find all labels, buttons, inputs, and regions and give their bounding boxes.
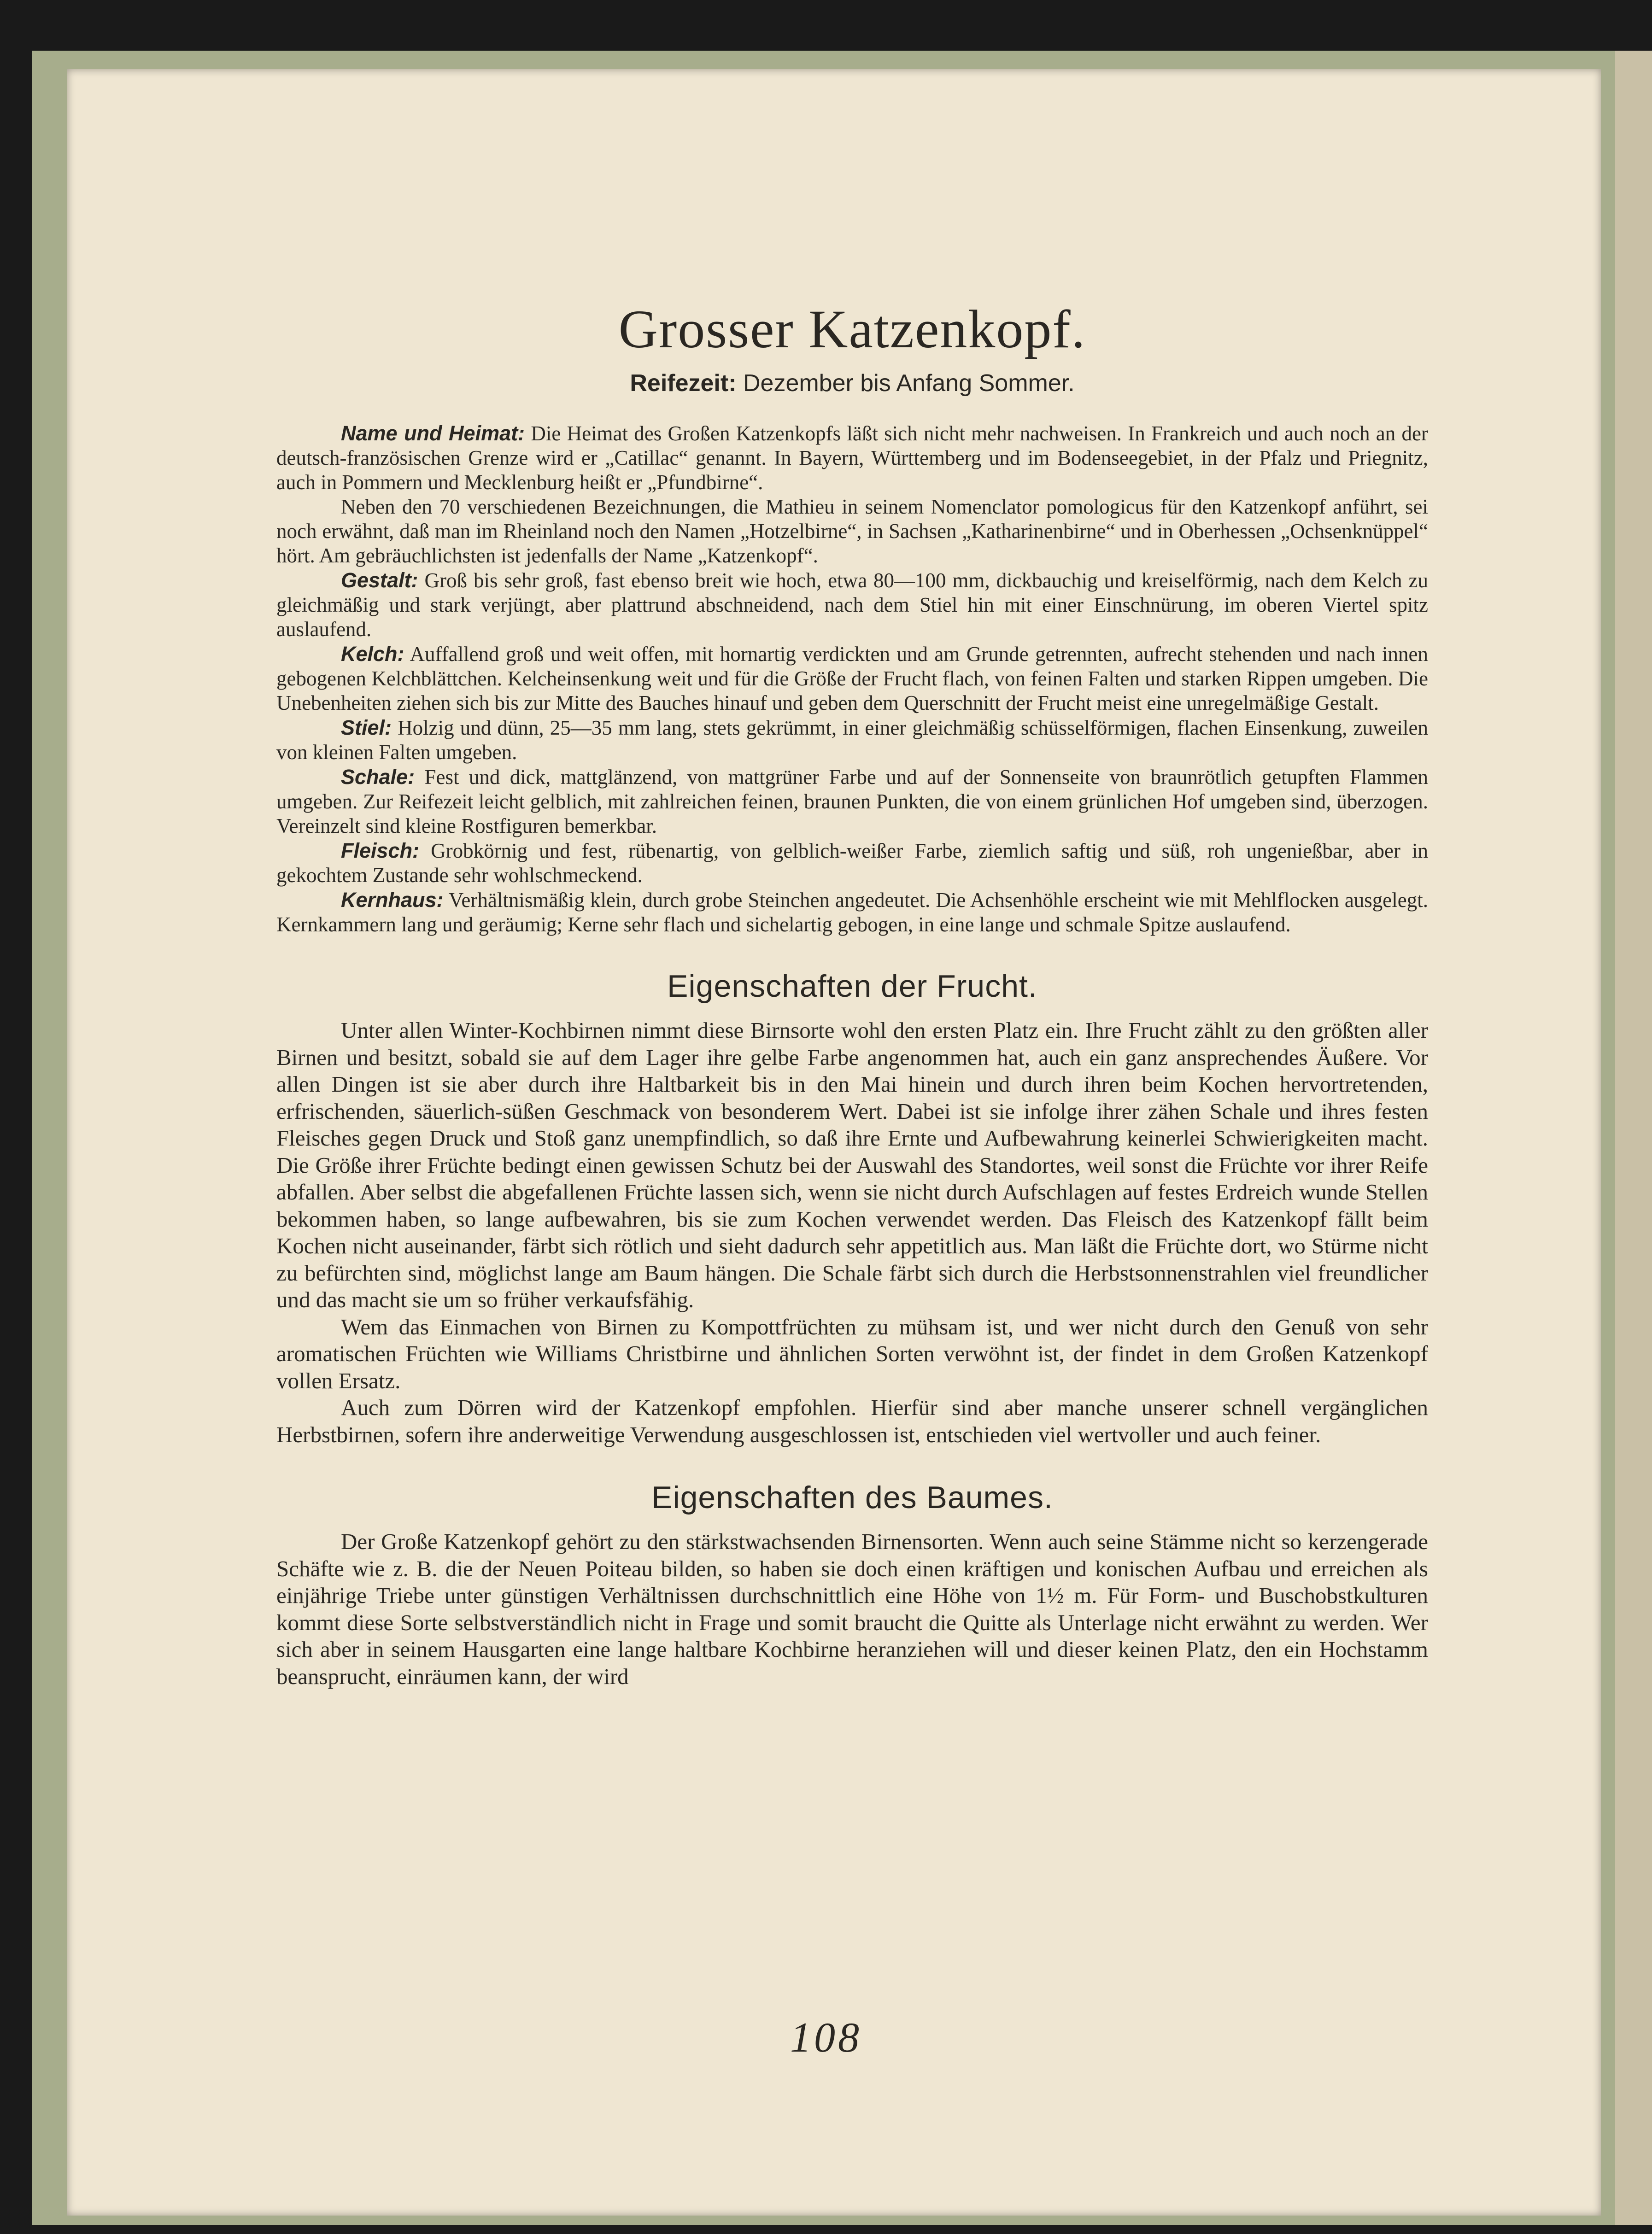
section-frucht [276,1017,1428,1448]
paragraph-text: Fest und dick, mattglänzend, von mattgrüner Farbe und auf der Sonnenseite von braunrötlich getupften Flammen umgeben. Zur Reifezeit leicht gelblich, mit zahlreichen feinen, braunen Punkten, die von einem grünlichen Hof umgeben sind, überzogen. Vereinzelt sind kleine Rostfiguren bemerkbar. [276,766,1429,837]
paragraph-gestalt [276,568,1428,642]
section-heading-baum: Eigenschaften des Baumes. [651,1480,1053,1515]
term-label: Kelch: [341,642,404,666]
paragraph-frucht-2: Wem das Einmachen von Birnen zu Kompottfrüchten zu mühsam ist, und wer nicht durch den Genuß von sehr aromatischen Früchten wie Williams Christbirne und ähnlichen Sorten verwöhnt ist, der findet in dem Großen Katzenkopf vollen Ersatz. [276,1314,1428,1393]
paragraph-kernhaus [276,888,1428,937]
term-label: Gestalt: [341,568,418,592]
paragraph-bezeichnungen [276,495,1428,568]
term-label: Schale: [341,765,415,789]
paragraph-fleisch [276,838,1428,888]
term-label: Kernhaus: [341,888,444,912]
paragraph-text: Neben den 70 verschiedenen Bezeichnungen, die Mathieu in seinem Nomenclator pomologicus für den Katzenkopf anführt, sei noch erwähnt, daß man im Rheinland noch den Namen „Hotzelbirne“, in Sachsen „Katharinenbirne“ und in Oberhessen „Ochsenknüppel“ hört. Am gebräuchlichsten ist jedenfalls der Name „Katzenkopf“. [276,495,1428,567]
paragraph-frucht-1: Unter allen Winter-Kochbirnen nimmt diese Birnsorte wohl den ersten Platz ein. Ihre Frucht zählt zu den größten aller Birnen und besitzt, sobald sie auf dem Lager ihre gelbe Farbe angenommen hat, auch ein ganz ansprechendes Äußere. Vor allen Dingen ist sie aber durch ihre Haltbarkeit bis in den Mai hinein und durch ihren beim Kochen hervortretenden, erfrischenden, säuerlich-süßen Geschmack von besonderem Wert. Dabei ist sie infolge ihrer zähen Schale und ihres festen Fleisches gegen Druck und Stoß ganz unempfindlich, so daß ihre Ernte und Aufbewahrung keinerlei Schwierigkeiten macht. Die Größe ihrer Früchte bedingt einen gewissen Schutz bei der Auswahl des Standortes, weil sonst die Früchte vor ihrer Reife abfallen. Aber selbst die abgefallenen Früchte lassen sich, wenn sie nicht durch Aufschlagen auf festes Erdreich wunde Stellen bekommen haben, so lange aufbewahren, bis sie zum Kochen verwendet werden. Das Fleisch des Katzenkopf fällt beim Kochen nicht auseinander, färbt sich rötlich und sieht dadurch sehr appetitlich aus. Man läßt die Früchte dort, wo Stürme nicht zu befürchten sind, möglichst lange am Baum hängen. Die Schale färbt sich durch die Herbstsonnenstrahlen viel freundlicher und das macht sie um so früher verkaufsfähig. [276,1018,1428,1312]
paragraph-name-heimat [276,421,1428,495]
ripening-time [276,364,1428,403]
paragraph-stiel [276,715,1428,765]
page-number: 108 [790,2014,862,2061]
adjacent-page-edge [1615,51,1652,2225]
page-content [276,295,1428,1690]
paragraph-text: Groß bis sehr groß, fast ebenso breit wie hoch, etwa 80—100 mm, dickbauchig und kreiselförmig, nach dem Kelch zu gleichmäßig und stark verjüngt, aber plattrund abschneidend, nach dem Stiel hin mit einer Einschnürung, im oberen Viertel spitz auslaufend. [276,569,1429,641]
section-heading-frucht: Eigenschaften der Frucht. [667,969,1037,1004]
paragraph-text: Verhältnismäßig klein, durch grobe Steinchen angedeutet. Die Achsenhöhle erscheint wie mit Mehlflocken ausgelegt. Kernkammern lang und geräumig; Kerne sehr flach und sichelartig gebogen, in eine lange und schmale Spitze auslaufend. [276,889,1429,936]
ripening-label: Reifezeit: [630,370,737,397]
paragraph-text: Auffallend groß und weit offen, mit hornartig verdickten und am Grunde getrennten, aufrecht stehenden und nach innen gebogenen Kelchblättchen. Kelcheinsenkung weit und für die Größe der Frucht flach, von feinen Falten und starken Rippen umgeben. Die Unebenheiten ziehen sich bis zur Mitte des Bauches hinauf und geben dem Querschnitt der Frucht meist eine unregelmäßige Gestalt. [276,643,1428,714]
ripening-value: Dezember bis Anfang Sommer. [743,370,1075,397]
term-label: Stiel: [341,716,392,739]
term-label: Fleisch: [341,839,420,862]
paragraph-baum-1: Der Große Katzenkopf gehört zu den stärkstwachsenden Birnensorten. Wenn auch seine Stämme nicht so kerzengerade Schäfte wie z. B. die der Neuen Poiteau bilden, so haben sie doch einen kräftigen und konischen Aufbau und erreichen als einjährige Triebe unter günstigen Verhältnissen durchschnittlich eine Höhe von 1½ m. Für Form- und Buschobstkulturen kommt diese Sorte selbstverständlich nicht in Frage und somit braucht die Quitte als Unterlage nicht erwähnt zu werden. Wer sich aber in seinem Hausgarten eine lange haltbare Kochbirne heranziehen will und dieser keinen Platz, den ein Hochstamm beansprucht, einräumen kann, der wird [276,1529,1428,1689]
page-title: Grosser Katzenkopf. [618,299,1086,359]
paragraph-text: Holzig und dünn, 25—35 mm lang, stets gekrümmt, in einer gleichmäßig schüsselförmigen, flachen Einsenkung, zuweilen von kleinen Falten umgeben. [276,716,1429,764]
section-baum [276,1528,1428,1690]
paragraph-schale [276,765,1428,838]
paragraph-kelch [276,642,1428,715]
intro-section [276,421,1428,937]
paragraph-text: Die Heimat des Großen Katzenkopfs läßt sich nicht mehr nachweisen. In Frankreich und auch noch an der deutsch-französischen Grenze wird er „Catillac“ genannt. In Bayern, Württemberg und im Bodenseegebiet, in der Pfalz und Priegnitz, auch in Pommern und Mecklenburg heißt er „Pfundbirne“. [276,422,1428,494]
term-label: Name und Heimat: [341,421,525,445]
paragraph-frucht-3: Auch zum Dörren wird der Katzenkopf empfohlen. Hierfür sind aber manche unserer schnell vergänglichen Herbstbirnen, sofern ihre anderweitige Verwendung ausgeschlossen ist, entschieden viel wertvoller und auch feiner. [276,1395,1428,1447]
paragraph-text: Grobkörnig und fest, rübenartig, von gelblich-weißer Farbe, ziemlich saftig und süß, roh ungenießbar, aber in gekochtem Zustande sehr wohlschmeckend. [276,839,1429,887]
